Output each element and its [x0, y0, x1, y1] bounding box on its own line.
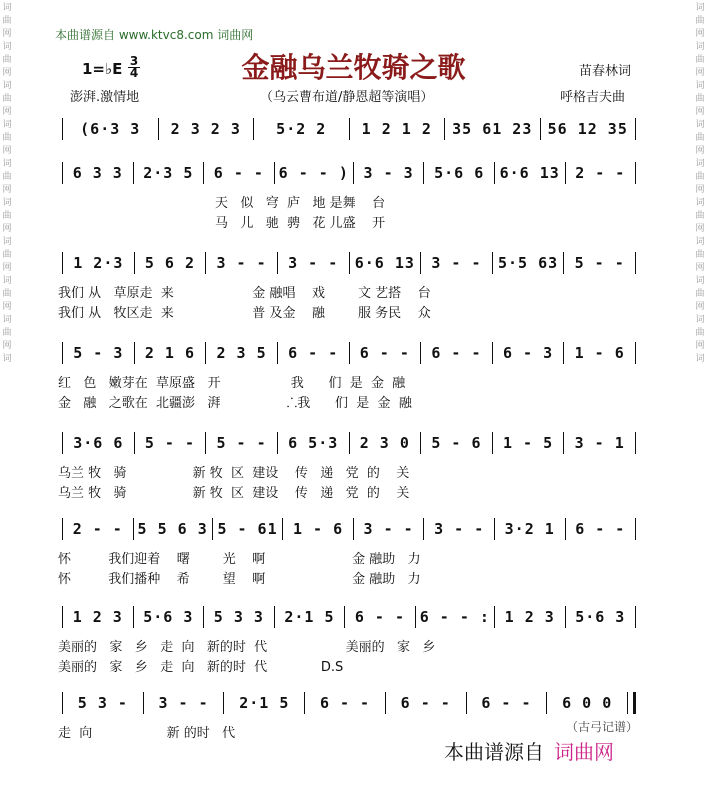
barline — [492, 432, 493, 454]
watermark-glyph: 曲 — [2, 16, 12, 26]
measure: 2 - - — [72, 520, 123, 538]
measure: 3·2 1 — [504, 520, 555, 538]
watermark-glyph: 曲 — [695, 133, 705, 143]
barline — [62, 118, 63, 140]
transcriber-credit: （古弓记谱） — [566, 720, 639, 734]
barline — [494, 606, 495, 628]
barline — [563, 252, 564, 274]
lyric-line: 我们 从 牧区走 来 普 及金 融 服 务民 众 — [58, 306, 431, 321]
watermark-glyph: 曲 — [695, 94, 705, 104]
watermark-glyph: 曲 — [695, 211, 705, 221]
measure: 5 6 2 — [144, 254, 196, 272]
watermark-glyph: 网 — [695, 107, 705, 117]
barline — [203, 606, 204, 628]
meter-bottom: 4 — [129, 66, 139, 80]
watermark-glyph: 词 — [2, 237, 12, 247]
watermark-glyph: 网 — [695, 29, 705, 39]
measure: 6 - - ) — [278, 164, 349, 182]
watermark-glyph: 词 — [695, 81, 705, 91]
barline — [563, 342, 564, 364]
notes-row — [58, 430, 640, 456]
watermark-glyph: 曲 — [695, 16, 705, 26]
measure: 5·6 6 — [434, 164, 485, 182]
watermark-glyph: 词 — [2, 42, 12, 52]
watermark-glyph: 网 — [2, 224, 12, 234]
watermark-glyph: 网 — [695, 68, 705, 78]
watermark-glyph: 网 — [2, 68, 12, 78]
watermark-glyph: 曲 — [2, 94, 12, 104]
watermark-glyph: 曲 — [2, 289, 12, 299]
barline — [143, 692, 144, 714]
notes-row — [58, 516, 640, 542]
barline — [627, 692, 636, 714]
measure: 5 3 - — [77, 694, 128, 712]
watermark-glyph: 曲 — [2, 328, 12, 338]
measure: 6 - - — [575, 520, 626, 538]
measure: 6 0 0 — [562, 694, 613, 712]
watermark-glyph: 词 — [2, 3, 12, 13]
measure: (6·3 3 — [80, 120, 141, 138]
barline — [423, 518, 424, 540]
watermark-glyph: 网 — [2, 185, 12, 195]
barline — [205, 432, 206, 454]
lyric-line: 乌兰 牧 骑 新 牧 区 建设 传 递 党 的 关 — [58, 486, 410, 501]
barline — [565, 518, 566, 540]
footer — [444, 736, 614, 765]
watermark-glyph: 词 — [2, 315, 12, 325]
measure: 5 3 3 — [213, 608, 264, 626]
measure: 5·2 2 — [276, 120, 327, 138]
measure: 2 3 0 — [359, 434, 410, 452]
notes-row — [58, 340, 640, 366]
watermark-glyph: 曲 — [2, 250, 12, 260]
watermark-glyph: 网 — [695, 341, 705, 351]
watermark-glyph: 词 — [2, 81, 12, 91]
composer-credit: 呼格吉夫曲 — [560, 90, 626, 105]
measure: 2·3 5 — [143, 164, 194, 182]
measure: 6 - - — [288, 344, 339, 362]
barline — [223, 692, 224, 714]
measure: 6 - - : — [419, 608, 490, 626]
measure: 3 - - — [288, 254, 339, 272]
measure: 6 - - — [213, 164, 264, 182]
watermark-glyph: 网 — [695, 302, 705, 312]
measure: 3 - 1 — [574, 434, 625, 452]
barline — [635, 252, 636, 274]
barline — [349, 432, 350, 454]
lyric-line: 怀 我们播种 希 望 啊 金 融助 力 — [58, 572, 421, 587]
lyric-line: 乌兰 牧 骑 新 牧 区 建设 传 递 党 的 关 — [58, 466, 410, 481]
measure: 6 - - — [359, 344, 410, 362]
notes-row — [58, 250, 640, 276]
song-title: 金融乌兰牧骑之歌 — [241, 51, 466, 84]
barline — [466, 692, 467, 714]
measure: 1 2 1 2 — [361, 120, 432, 138]
measure: 2 1 6 — [144, 344, 196, 362]
measure: 3 - - — [431, 254, 482, 272]
barline — [565, 162, 566, 184]
watermark-glyph: 词 — [695, 42, 705, 52]
measure: 1 2 3 — [72, 608, 123, 626]
watermark-glyph: 曲 — [695, 328, 705, 338]
watermark-glyph: 词 — [2, 198, 12, 208]
lyric-line: 红 色 嫩芽在 草原盛 开 我 们 是 金 融 — [58, 376, 406, 391]
left-watermark-strip — [0, 0, 14, 799]
lyric-line: 金 融 之歌在 北疆澎 湃 ⸫我 们 是 金 融 — [58, 396, 412, 411]
watermark-glyph: 词 — [695, 315, 705, 325]
measure: 3 - - — [216, 254, 267, 272]
barline — [415, 606, 416, 628]
barline — [565, 606, 566, 628]
tempo-marking: 澎湃.激情地 — [70, 90, 140, 105]
notes-row — [58, 604, 640, 630]
barline — [492, 342, 493, 364]
barline — [62, 692, 63, 714]
watermark-glyph: 词 — [695, 3, 705, 13]
measure: 5 - 61 — [217, 520, 278, 538]
barline — [253, 118, 254, 140]
measure: 2 3 2 3 — [170, 120, 241, 138]
watermark-glyph: 网 — [2, 29, 12, 39]
watermark-glyph: 词 — [2, 276, 12, 286]
footer-site: 词曲网 — [554, 740, 614, 764]
measure: 2·1 5 — [284, 608, 335, 626]
barline — [277, 252, 278, 274]
measure: 1 2·3 — [73, 254, 124, 272]
barline — [492, 252, 493, 274]
measure: 1 - 6 — [574, 344, 625, 362]
measure: 5·6 3 — [575, 608, 626, 626]
watermark-glyph: 网 — [695, 185, 705, 195]
watermark-glyph: 词 — [695, 120, 705, 130]
barline — [420, 432, 421, 454]
watermark-glyph: 网 — [2, 341, 12, 351]
measure: 3 - - — [158, 694, 209, 712]
measure: 5 - - — [574, 254, 625, 272]
lyric-line: 怀 我们迎着 曙 光 啊 金 融助 力 — [58, 552, 421, 567]
barline — [349, 342, 350, 364]
lyric-line: 我们 从 草原走 来 金 融唱 戏 文 艺搭 台 — [58, 286, 431, 301]
watermark-glyph: 曲 — [2, 211, 12, 221]
watermark-glyph: 网 — [695, 224, 705, 234]
barline — [635, 518, 636, 540]
barline — [353, 518, 354, 540]
barline — [62, 606, 63, 628]
measure: 5 - 6 — [431, 434, 482, 452]
measure: 2 3 5 — [216, 344, 267, 362]
barline — [353, 162, 354, 184]
watermark-glyph: 曲 — [695, 55, 705, 65]
watermark-glyph: 网 — [695, 263, 705, 273]
barline — [385, 692, 386, 714]
time-signature — [128, 56, 140, 79]
measure: 6 - - — [481, 694, 532, 712]
measure: 3 - 3 — [363, 164, 414, 182]
watermark-glyph: 词 — [695, 354, 705, 364]
barline — [420, 342, 421, 364]
watermark-glyph: 词 — [2, 159, 12, 169]
measure: 6·6 13 — [354, 254, 415, 272]
key-signature: 1=♭E — [82, 60, 123, 78]
measure: 1 - 6 — [293, 520, 344, 538]
barline — [494, 518, 495, 540]
measure: 6 - - — [354, 608, 406, 626]
footer-text: 本曲谱源自 — [444, 740, 544, 764]
watermark-glyph: 词 — [695, 276, 705, 286]
watermark-glyph: 曲 — [695, 172, 705, 182]
barline — [134, 342, 135, 364]
lyricist-credit: 苗春林词 — [579, 64, 632, 79]
barline — [274, 606, 275, 628]
watermark-glyph: 曲 — [2, 133, 12, 143]
source-line: 本曲谱源自 www.ktvc8.com 词曲网 — [55, 28, 254, 42]
watermark-glyph: 网 — [695, 146, 705, 156]
barline — [349, 118, 350, 140]
watermark-glyph: 词 — [2, 354, 12, 364]
barline — [635, 606, 636, 628]
lyric-line: 美丽的 家 乡 走 向 新的时 代 D.S — [58, 660, 344, 675]
measure: 5 5 6 3 — [137, 520, 208, 538]
watermark-glyph: 曲 — [695, 289, 705, 299]
barline — [62, 342, 63, 364]
lyric-line: 马 儿 驰 骋 花 儿盛 开 — [58, 216, 386, 231]
measure: 2 - - — [575, 164, 626, 182]
barline — [133, 518, 134, 540]
watermark-glyph: 曲 — [695, 250, 705, 260]
right-watermark-strip — [693, 0, 707, 799]
barline — [444, 118, 445, 140]
measure: 1 2 3 — [504, 608, 555, 626]
measure: 5·5 63 — [497, 254, 559, 272]
measure: 5 - - — [144, 434, 196, 452]
barline — [563, 432, 564, 454]
measure: 6 3 3 — [72, 164, 123, 182]
barline — [62, 432, 63, 454]
barline — [62, 518, 63, 540]
barline — [274, 162, 275, 184]
notes-row — [58, 690, 640, 716]
barline — [62, 162, 63, 184]
measure: 6 - - — [319, 694, 371, 712]
barline — [635, 162, 636, 184]
watermark-glyph: 网 — [2, 146, 12, 156]
barline — [133, 162, 134, 184]
barline — [205, 252, 206, 274]
barline — [134, 252, 135, 274]
measure: 35 61 23 — [452, 120, 533, 138]
measure: 5·6 3 — [143, 608, 194, 626]
watermark-glyph: 网 — [2, 263, 12, 273]
barline — [635, 432, 636, 454]
measure: 6 - - — [431, 344, 482, 362]
barline — [62, 252, 63, 274]
barline — [205, 342, 206, 364]
measure: 6·6 13 — [499, 164, 560, 182]
lyric-line: 走 向 新 的时 代 — [58, 726, 236, 741]
measure: 5 - 3 — [73, 344, 124, 362]
lyric-line: 天 似 穹 庐 地 是舞 台 — [58, 196, 386, 211]
barline — [134, 432, 135, 454]
measure: 6 - - — [400, 694, 451, 712]
barline — [349, 252, 350, 274]
barline — [420, 252, 421, 274]
measure: 2·1 5 — [239, 694, 290, 712]
measure: 56 12 35 — [547, 120, 628, 138]
watermark-glyph: 词 — [695, 159, 705, 169]
notes-row — [58, 116, 640, 142]
barline — [494, 162, 495, 184]
barline — [282, 518, 283, 540]
watermark-glyph: 词 — [2, 120, 12, 130]
measure: 3 - - — [363, 520, 414, 538]
barline — [203, 162, 204, 184]
notes-row — [58, 160, 640, 186]
measure: 5 - - — [216, 434, 267, 452]
barline — [304, 692, 305, 714]
barline — [540, 118, 541, 140]
barline — [344, 606, 345, 628]
measure: 6 - 3 — [502, 344, 554, 362]
barline — [212, 518, 213, 540]
barline — [158, 118, 159, 140]
barline — [635, 342, 636, 364]
barline — [423, 162, 424, 184]
barline — [133, 606, 134, 628]
measure: 3·6 6 — [73, 434, 124, 452]
barline — [277, 432, 278, 454]
singers-credit: （乌云曹布道/静恩超等演唱） — [260, 90, 434, 105]
lyric-line: 美丽的 家 乡 走 向 新的时 代 美丽的 家 乡 — [58, 640, 436, 655]
barline — [277, 342, 278, 364]
barline — [635, 118, 636, 140]
watermark-glyph: 网 — [2, 302, 12, 312]
watermark-glyph: 曲 — [2, 55, 12, 65]
meter-top: 3 — [129, 54, 139, 68]
watermark-glyph: 曲 — [2, 172, 12, 182]
barline — [546, 692, 547, 714]
measure: 3 - - — [434, 520, 485, 538]
measure: 1 - 5 — [502, 434, 554, 452]
watermark-glyph: 词 — [695, 237, 705, 247]
watermark-glyph: 网 — [2, 107, 12, 117]
measure: 6 5·3 — [288, 434, 339, 452]
watermark-glyph: 词 — [695, 198, 705, 208]
